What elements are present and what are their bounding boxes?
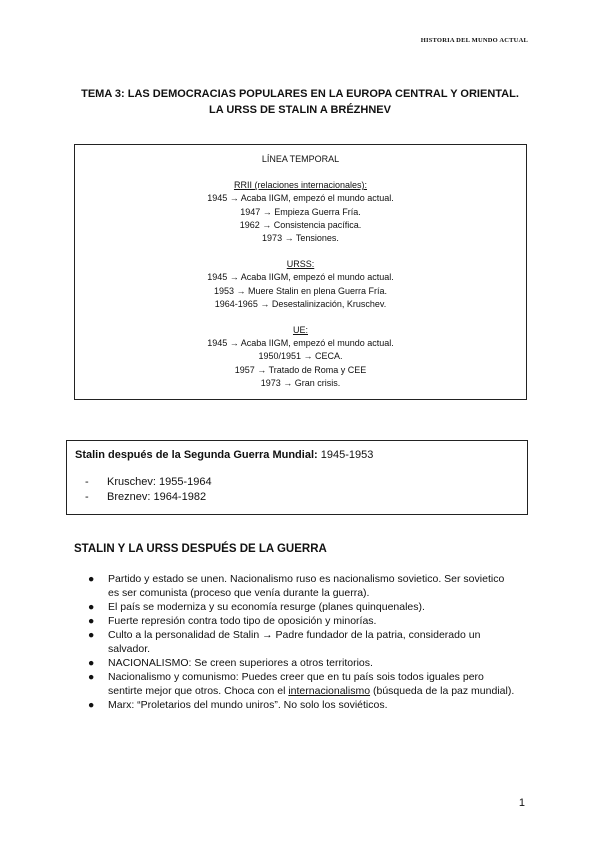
section-heading: STALIN Y LA URSS DESPUÉS DE LA GUERRA	[74, 543, 327, 555]
list-item	[88, 614, 518, 628]
list-item-text	[108, 670, 518, 698]
bullet-list	[88, 572, 518, 712]
timeline-entry: 1950/1951 → CECA.	[258, 351, 343, 362]
timeline-heading: LÍNEA TEMPORAL	[261, 154, 340, 164]
stalin-summary-box	[66, 440, 528, 515]
leaders-list	[75, 475, 519, 505]
list-item-text: El país se moderniza y su economía resurge (planes quinquenales).	[108, 601, 425, 613]
timeline-entry: 1947 → Empieza Guerra Fría.	[240, 206, 361, 217]
timeline-section-title: RRII (relaciones internacionales):	[233, 180, 368, 191]
list-item	[75, 475, 519, 490]
timeline-entry: 1962 → Consistencia pacífica.	[239, 219, 362, 230]
stalin-summary-heading-label: Stalin después de la Segunda Guerra Mundial:	[75, 449, 318, 461]
timeline-section-title: URSS:	[286, 259, 315, 270]
list-item	[88, 572, 518, 600]
timeline-entry: 1953 → Muere Stalin en plena Guerra Fría.	[213, 285, 388, 296]
list-item-text: Breznev: 1964-1982	[107, 491, 207, 503]
list-item-text: Kruschev: 1955-1964	[107, 476, 212, 488]
underlined-term: internacionalismo	[288, 685, 371, 697]
list-item	[75, 490, 519, 505]
list-item	[88, 670, 518, 698]
list-item	[88, 628, 518, 656]
list-item	[88, 600, 518, 614]
bullet-icon: ●	[88, 615, 95, 627]
bullet-icon: ●	[88, 657, 95, 669]
running-header: HISTORIA DEL MUNDO ACTUAL	[420, 37, 528, 44]
stalin-summary-heading	[75, 447, 519, 463]
timeline-entry: 1945 → Acaba IIGM, empezó el mundo actual.	[207, 338, 394, 349]
timeline-entry: 1973 → Gran crisis.	[260, 377, 341, 388]
bullet-icon: ●	[88, 671, 95, 683]
list-item-text: Culto a la personalidad de Stalin → Padre fundador de la patria, considerado un salvador.	[108, 629, 481, 655]
timeline-entry: 1957 → Tratado de Roma y CEE	[234, 364, 367, 375]
list-item-text: Fuerte represión contra todo tipo de oposición y minorías.	[108, 615, 377, 627]
bullet-icon: ●	[88, 601, 95, 613]
list-item-text: Marx: “Proletarios del mundo uniros”. No solo los soviéticos.	[108, 699, 388, 711]
list-item	[88, 698, 518, 712]
list-item-text: NACIONALISMO: Se creen superiores a otros territorios.	[108, 657, 373, 669]
bullet-icon: ●	[88, 573, 95, 585]
text-run: (búsqueda de la paz mundial).	[370, 685, 515, 697]
timeline-section-urss	[75, 258, 526, 311]
timeline-entry: 1973 → Tensiones.	[262, 233, 339, 244]
timeline-box	[74, 144, 527, 400]
bullet-icon: ●	[88, 699, 95, 711]
page-title-line-2: LA URSS DE STALIN A BRÉZHNEV	[209, 104, 391, 116]
page-title	[60, 86, 540, 118]
list-item-text: Partido y estado se unen. Nacionalismo ruso es nacionalismo sovietico. Ser sovietico es ser comunista (proceso que venía durante la guerra).	[108, 573, 505, 599]
timeline-section-title: UE:	[292, 325, 308, 336]
timeline-entry: 1964-1965 → Desestalinización, Kruschev.	[214, 298, 387, 309]
timeline-entry: 1945 → Acaba IIGM, empezó el mundo actual.	[207, 193, 394, 204]
text-run: Nacionalismo y comunismo: Puedes creer que en tu país sois todos iguales pero sentirte mejor que otros. Choca con el	[108, 671, 484, 697]
list-item	[88, 656, 518, 670]
timeline-entry: 1945 → Acaba IIGM, empezó el mundo actual.	[207, 272, 394, 283]
stalin-summary-dates: 1945-1953	[320, 449, 374, 461]
timeline-section-rrii	[75, 179, 526, 245]
dash-marker: -	[85, 476, 89, 488]
timeline-section-ue	[75, 324, 526, 390]
dash-marker: -	[85, 491, 89, 503]
bullet-icon: ●	[88, 629, 95, 641]
page-number: 1	[518, 797, 525, 809]
page-title-line-1: TEMA 3: LAS DEMOCRACIAS POPULARES EN LA EUROPA CENTRAL Y ORIENTAL.	[81, 88, 519, 100]
